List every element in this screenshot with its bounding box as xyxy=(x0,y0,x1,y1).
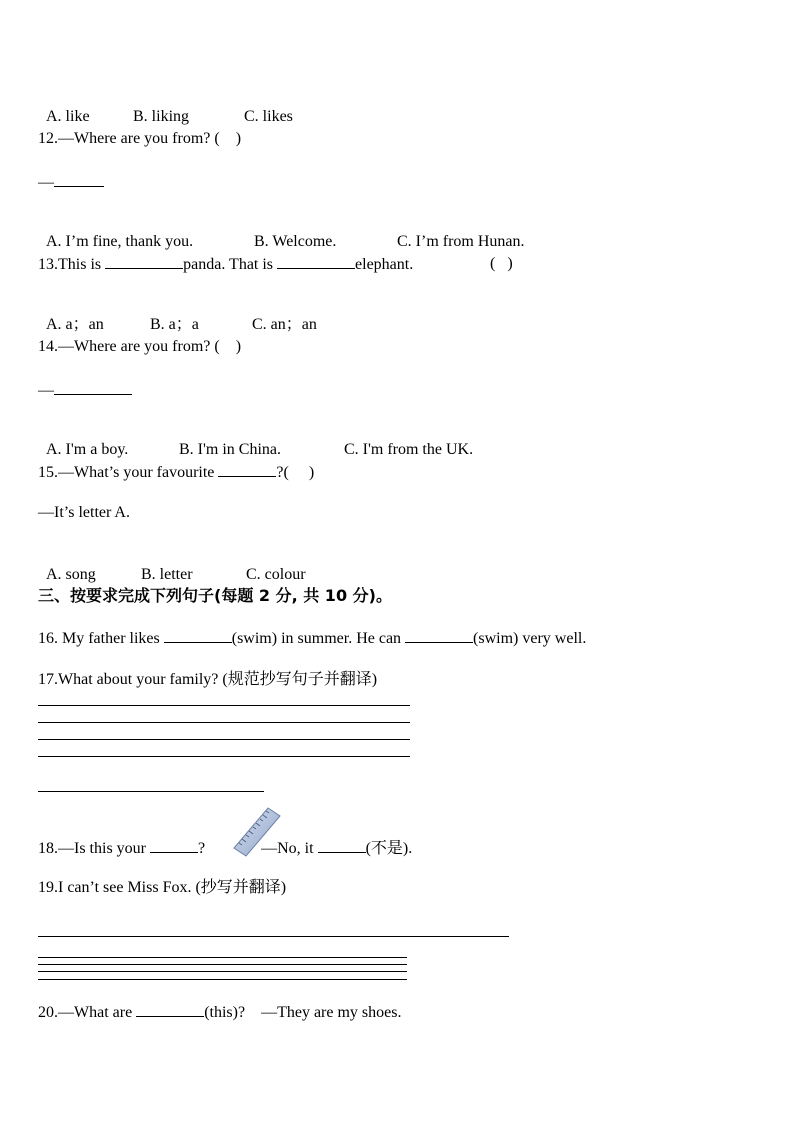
q13-text-1: 13.This is xyxy=(38,256,106,273)
blank-1[interactable] xyxy=(164,628,232,643)
q18-text-1: 18.—Is this your xyxy=(38,840,150,857)
q18-text-4: (不是). xyxy=(365,840,413,857)
answer-paren: ( ) xyxy=(490,255,513,272)
question-15-answer: —It’s letter A. xyxy=(38,504,130,521)
dash: — xyxy=(38,382,54,399)
writing-line[interactable] xyxy=(38,971,407,972)
option-c: C. I’m from Hunan. xyxy=(397,233,525,250)
question-14-stem: 14.—Where are you from? ( ) xyxy=(38,338,242,355)
option-c: C. I'm from the UK. xyxy=(344,441,474,458)
writing-line[interactable] xyxy=(38,756,410,757)
writing-line[interactable] xyxy=(38,705,410,706)
q15-text-1: 15.—What’s your favourite xyxy=(38,464,219,481)
option-c: C. an；an xyxy=(252,316,317,333)
dash: — xyxy=(38,174,54,191)
writing-line[interactable] xyxy=(38,936,509,937)
q18-text-3: —No, it xyxy=(261,840,318,857)
question-13 xyxy=(38,254,513,275)
blank-1[interactable] xyxy=(105,254,183,269)
question-18 xyxy=(38,838,412,859)
answer-blank[interactable] xyxy=(54,172,104,187)
answer-blank[interactable] xyxy=(54,380,132,395)
q13-text-3: elephant. xyxy=(355,256,414,273)
q16-text-1: 16. My father likes xyxy=(38,630,164,647)
q20-text-3: —They are my shoes. xyxy=(261,1004,402,1021)
question-19-stem: 19.I can’t see Miss Fox. (抄写并翻译) xyxy=(38,879,287,896)
q18-text-2: ? xyxy=(198,840,206,857)
option-a: A. a；an xyxy=(46,316,104,333)
q15-options xyxy=(38,545,306,585)
option-b: B. Welcome. xyxy=(254,233,337,250)
blank-2[interactable] xyxy=(318,838,366,853)
question-16 xyxy=(38,628,586,649)
option-c: C. colour xyxy=(246,566,306,583)
q14-options xyxy=(38,420,474,460)
q16-text-2: (swim) in summer. He can xyxy=(231,630,406,647)
q11-options xyxy=(38,87,293,127)
option-b: B. a；a xyxy=(150,316,199,333)
option-a: A. I'm a boy. xyxy=(46,441,129,458)
blank-2[interactable] xyxy=(405,628,473,643)
q16-text-3: (swim) very well. xyxy=(473,630,587,647)
question-15-stem xyxy=(38,462,314,483)
blank-2[interactable] xyxy=(277,254,355,269)
writing-line[interactable] xyxy=(38,739,410,740)
option-b: B. letter xyxy=(141,566,193,583)
section-heading: 三、按要求完成下列句子(每题 2 分, 共 10 分)。 xyxy=(38,586,392,605)
q12-options xyxy=(38,212,525,252)
writing-line[interactable] xyxy=(38,979,407,980)
writing-line[interactable] xyxy=(38,964,407,965)
q20-text-2: (this)? xyxy=(204,1004,246,1021)
question-14-answer-line xyxy=(38,380,132,401)
option-a: A. I’m fine, thank you. xyxy=(46,233,194,250)
writing-line[interactable] xyxy=(38,957,407,958)
blank[interactable] xyxy=(218,462,276,477)
blank[interactable] xyxy=(136,1002,204,1017)
question-12-stem: 12.—Where are you from? ( ) xyxy=(38,130,242,147)
q13-text-2: panda. That is xyxy=(183,256,278,273)
option-c: C. likes xyxy=(244,108,293,125)
q20-text-1: 20.—What are xyxy=(38,1004,137,1021)
q13-options xyxy=(38,295,317,335)
option-b: B. liking xyxy=(133,108,190,125)
option-a: A. like xyxy=(46,108,90,125)
option-b: B. I'm in China. xyxy=(179,441,281,458)
ruler-icon xyxy=(232,806,282,858)
question-20 xyxy=(38,1002,401,1023)
writing-line[interactable] xyxy=(38,722,410,723)
q15-text-2: ?( ) xyxy=(276,464,315,481)
writing-line[interactable] xyxy=(38,791,264,792)
blank-1[interactable] xyxy=(150,838,198,853)
option-a: A. song xyxy=(46,566,96,583)
question-17-stem: 17.What about your family? (规范抄写句子并翻译) xyxy=(38,671,378,688)
question-12-answer-line xyxy=(38,172,104,193)
